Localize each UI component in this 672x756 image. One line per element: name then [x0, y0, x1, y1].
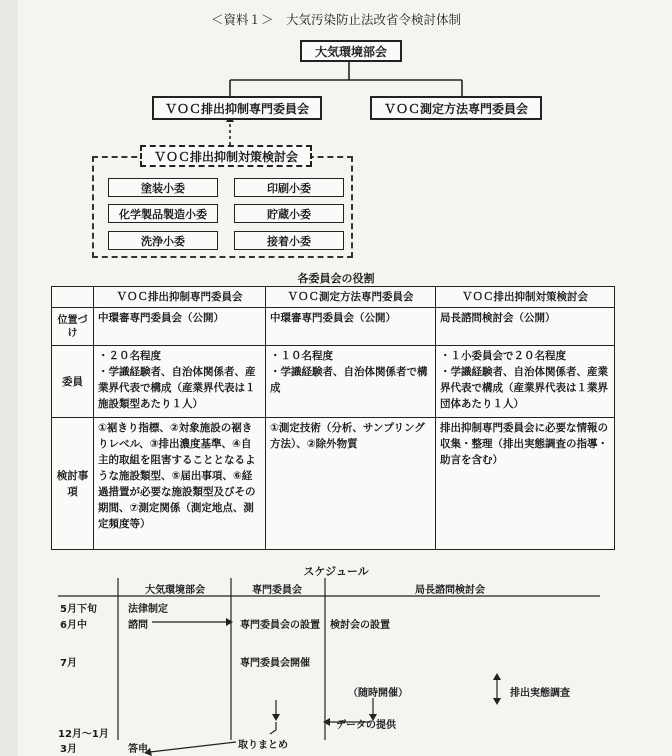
schedule-month: 3月 — [60, 744, 77, 755]
table-cell: ①裾きり指標、②対象施設の裾きりレベル、③排出濃度基準、④自主的取組を阻害することとなるような施設類型、⑤届出事項、⑥経過措置が必要な施設類型及びその期間、⑦測定関係（測定地点、測定頻度等） — [94, 418, 266, 550]
schedule-event-report: 答申 — [128, 744, 148, 755]
table-cell: 中環審専門委員会（公開） — [94, 308, 266, 346]
schedule-event-consult: 諮問 — [128, 620, 148, 631]
table-cell: ①測定技術（分析、サンプリング方法）、②除外物質 — [266, 418, 436, 550]
table-cell: ・２０名程度 ・学識経験者、自治体関係者、産業界代表で構成（産業界代表は１施設類型あたり１人） — [94, 346, 266, 418]
schedule-col-header: 大気環境部会 — [145, 585, 205, 596]
table-header-cell: ＶＯＣ排出抑制対策検討会 — [436, 287, 615, 308]
row-label-members: 委員 — [52, 346, 94, 418]
row-label-items: 検討事項 — [52, 418, 94, 550]
schedule-event-council-held: （随時開催） — [348, 688, 408, 699]
subcommittee-box: 貯蔵小委 — [234, 204, 344, 223]
schedule-month: 7月 — [60, 658, 77, 669]
table-cell: 局長諮問検討会（公開） — [436, 308, 615, 346]
row-label-position: 位置づけ — [52, 308, 94, 346]
org-box-right-committee: ＶＯＣ測定方法専門委員会 — [370, 96, 542, 120]
page-title: ＜資料１＞ 大気汚染防止法改省令検討体制 — [210, 12, 461, 27]
org-box-left-committee: ＶＯＣ排出抑制専門委員会 — [152, 96, 322, 120]
subcommittee-box: 接着小委 — [234, 231, 344, 250]
schedule-month: 12月～1月 — [58, 729, 109, 740]
schedule-event-data: データの提供 — [336, 720, 396, 731]
subcommittee-box: 化学製品製造小委 — [108, 204, 218, 223]
schedule-title: スケジュール — [303, 565, 369, 578]
data-arrowhead — [323, 718, 330, 726]
table-cell: 中環審専門委員会（公開） — [266, 308, 436, 346]
survey-arrowhead-down — [493, 698, 501, 705]
org-box-top: 大気環境部会 — [300, 40, 402, 62]
table-header-cell: ＶＯＣ排出抑制専門委員会 — [94, 287, 266, 308]
committee-arrowhead — [272, 714, 280, 721]
table-cell: ・１小委員会で２０名程度 ・学識経験者、自治体関係者、産業界代表で構成（産業界代表は１業界団体あたり１人） — [436, 346, 615, 418]
schedule-event-survey: 排出実態調査 — [510, 688, 570, 699]
table-header-cell: ＶＯＣ測定方法専門委員会 — [266, 287, 436, 308]
schedule-event-law: 法律制定 — [128, 604, 168, 615]
schedule-col-header: 専門委員会 — [252, 585, 302, 596]
schedule-event-council-set: 検討会の設置 — [330, 620, 390, 631]
schedule-month: 6月中 — [60, 620, 87, 631]
schedule-col-header: 局長諮問検討会 — [415, 585, 485, 596]
table-cell: 排出抑制専門委員会に必要な情報の収集・整理（排出実態調査の指導・助言を含む） — [436, 418, 615, 550]
subcommittee-box: 洗浄小委 — [108, 231, 218, 250]
org-box-council: ＶＯＣ排出抑制対策検討会 — [140, 145, 312, 167]
schedule-event-committee-set: 専門委員会の設置 — [240, 620, 320, 631]
schedule-month: 5月下旬 — [60, 604, 97, 615]
subcommittee-box: 塗装小委 — [108, 178, 218, 197]
subcommittee-box: 印刷小委 — [234, 178, 344, 197]
table-cell: ・１０名程度 ・学識経験者、自治体関係者で構成 — [266, 346, 436, 418]
survey-arrowhead-up — [493, 673, 501, 680]
consult-arrowhead — [226, 618, 233, 626]
summary-to-report-line — [150, 742, 236, 752]
roles-table-title: 各委員会の役割 — [297, 272, 375, 285]
schedule-event-summary: 取りまとめ — [238, 740, 288, 751]
schedule-event-committee-held: 専門委員会開催 — [240, 658, 310, 669]
committee-to-summary-diag — [270, 730, 276, 734]
